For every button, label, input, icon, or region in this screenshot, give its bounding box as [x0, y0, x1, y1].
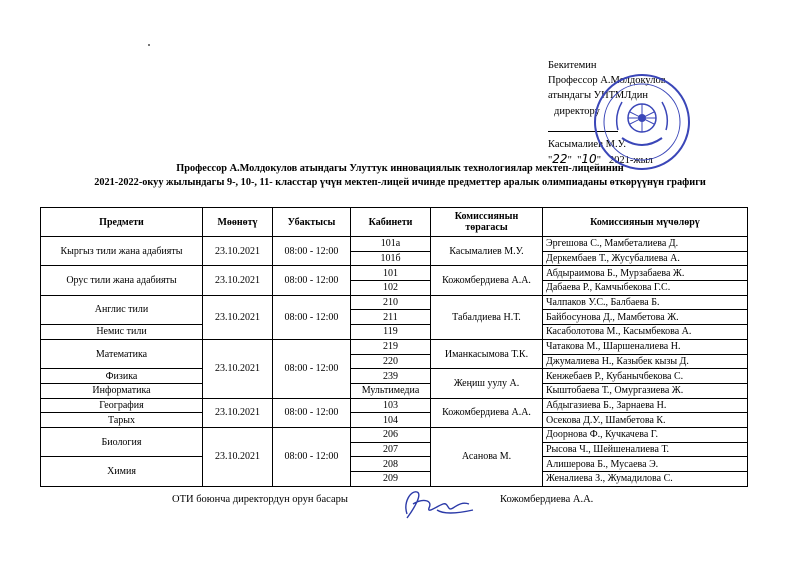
header-date: Мөөнөтү — [203, 208, 273, 237]
subject-cell: Англис тили — [41, 295, 203, 324]
chair-cell: Табалдиева Н.Т. — [431, 295, 543, 339]
subject-cell: Математика — [41, 339, 203, 368]
header-subject: Предмети — [41, 208, 203, 237]
room-cell: 209 — [351, 472, 431, 487]
approval-line-4: директору — [554, 105, 600, 117]
title-line-1: Профессор А.Молдокулов атындагы Улуттук инновациялык технологиялар мектеп-лицейинин — [176, 163, 624, 174]
room-cell: 220 — [351, 354, 431, 369]
table-row — [41, 339, 748, 354]
approval-line-3: атындагы УИТМЛдин — [548, 90, 648, 102]
members-cell: Дабаева Р., Камчыбекова Г.С. — [543, 281, 748, 296]
chair-cell: Кожомбердиева А.А. — [431, 398, 543, 427]
date-cell: 23.10.2021 — [203, 237, 273, 266]
date-cell: 23.10.2021 — [203, 398, 273, 427]
room-cell: 207 — [351, 442, 431, 457]
time-cell: 08:00 - 12:00 — [273, 339, 351, 398]
time-cell: 08:00 - 12:00 — [273, 237, 351, 266]
room-cell: 210 — [351, 295, 431, 310]
room-cell: 101 — [351, 266, 431, 281]
members-cell: Абдыгазиева Б., Зарнаева Н. — [543, 398, 748, 413]
chair-cell: Кожомбердиева А.А. — [431, 266, 543, 295]
members-cell: Абдыраимова Б., Мурзабаева Ж. — [543, 266, 748, 281]
time-cell: 08:00 - 12:00 — [273, 295, 351, 339]
subject-cell: Химия — [41, 457, 203, 486]
subject-cell: Информатика — [41, 383, 203, 398]
room-cell: 206 — [351, 427, 431, 442]
date-day: 22 — [552, 152, 568, 167]
date-month: 10 — [581, 152, 597, 167]
members-cell: Байбосунова Д., Мамбетова Ж. — [543, 310, 748, 325]
table-row — [41, 237, 748, 252]
state-seal-icon — [592, 72, 692, 172]
members-cell: Осекова Д.У., Шамбетова К. — [543, 413, 748, 428]
table-row — [41, 369, 748, 384]
room-cell: 219 — [351, 339, 431, 354]
subject-cell: Орус тили жана адабияты — [41, 266, 203, 295]
date-year: 2021-жыл — [608, 155, 653, 167]
room-cell: 101б — [351, 251, 431, 266]
table-row — [41, 457, 748, 472]
olympiad-schedule-table — [40, 207, 748, 487]
table-row — [41, 427, 748, 442]
time-cell: 08:00 - 12:00 — [273, 266, 351, 295]
chair-cell: Иманкасымова Т.К. — [431, 339, 543, 368]
subject-cell: Немис тили — [41, 325, 203, 340]
date-cell: 23.10.2021 — [203, 339, 273, 398]
chair-cell: Жеңиш уулу А. — [431, 369, 543, 398]
subject-cell: Тарых — [41, 413, 203, 428]
table-row — [41, 383, 748, 398]
chair-cell: Касымалиев М.У. — [431, 237, 543, 266]
footer-position: ОТИ боюнча директордун орун басары — [172, 494, 348, 505]
table-row — [41, 398, 748, 413]
chair-cell: Асанова М. — [431, 427, 543, 486]
scan-speck — [148, 44, 150, 46]
table-row — [41, 295, 748, 310]
room-cell: 211 — [351, 310, 431, 325]
members-cell: Кенжебаев Р., Кубанычбекова С. — [543, 369, 748, 384]
members-cell: Алишерова Б., Мусаева Э. — [543, 457, 748, 472]
title-line-2: 2021-2022-окуу жылындагы 9-, 10-, 11- класстар үчүн мектеп-лицей ичинде предметтер аралык олимпиаданы өткөрүүнүн графиги — [94, 177, 706, 188]
members-cell: Касаболотова М., Касымбекова А. — [543, 325, 748, 340]
header-room: Кабинети — [351, 208, 431, 237]
document-title — [45, 162, 755, 190]
room-cell: 119 — [351, 325, 431, 340]
members-cell: Эргешова С., Мамбеталиева Д. — [543, 237, 748, 252]
header-members: Комиссиянын мүчөлөрү — [543, 208, 748, 237]
members-cell: Джумалиева Н., Казыбек кызы Д. — [543, 354, 748, 369]
members-cell: Чатакова М., Шаршеналиева Н. — [543, 339, 748, 354]
header-time: Убактысы — [273, 208, 351, 237]
date-cell: 23.10.2021 — [203, 266, 273, 295]
room-cell: 104 — [351, 413, 431, 428]
subject-cell: Кыргыз тили жана адабияты — [41, 237, 203, 266]
date-cell: 23.10.2021 — [203, 427, 273, 486]
subject-cell: Биология — [41, 427, 203, 456]
members-cell: Деркембаев Т., Жусубалиева А. — [543, 251, 748, 266]
room-cell: 208 — [351, 457, 431, 472]
approval-date: "22" "10" 2021-жыл — [548, 152, 653, 167]
subject-cell: Физика — [41, 369, 203, 384]
approval-line-1: Бекитемин — [548, 60, 597, 71]
room-cell: 103 — [351, 398, 431, 413]
room-cell: Мультимедиа — [351, 383, 431, 398]
members-cell: Рысова Ч., Шейшеналиева Т. — [543, 442, 748, 457]
approval-line-5: Касымалиев М.У. — [548, 139, 626, 151]
members-cell: Женалиева З., Жумадилова С. — [543, 472, 748, 487]
date-cell: 23.10.2021 — [203, 295, 273, 339]
handwritten-signature-icon — [393, 484, 485, 524]
time-cell: 08:00 - 12:00 — [273, 398, 351, 427]
room-cell: 239 — [351, 369, 431, 384]
table-row — [41, 325, 748, 340]
header-chair: Комиссиянын төрагасы — [431, 208, 543, 237]
members-cell: Чалпаков У.С., Балбаева Б. — [543, 295, 748, 310]
subject-cell: География — [41, 398, 203, 413]
members-cell: Доорнова Ф., Кучкачева Г. — [543, 427, 748, 442]
time-cell: 08:00 - 12:00 — [273, 427, 351, 486]
table-row — [41, 413, 748, 428]
approval-line-2: Профессор А.Молдокулов — [548, 75, 666, 87]
members-cell: Кыштобаева Т., Омургазиева Ж. — [543, 383, 748, 398]
table-header-row — [41, 208, 748, 237]
room-cell: 102 — [351, 281, 431, 296]
table-row — [41, 266, 748, 281]
room-cell: 101а — [351, 237, 431, 252]
footer-name: Кожомбердиева А.А. — [500, 494, 594, 505]
